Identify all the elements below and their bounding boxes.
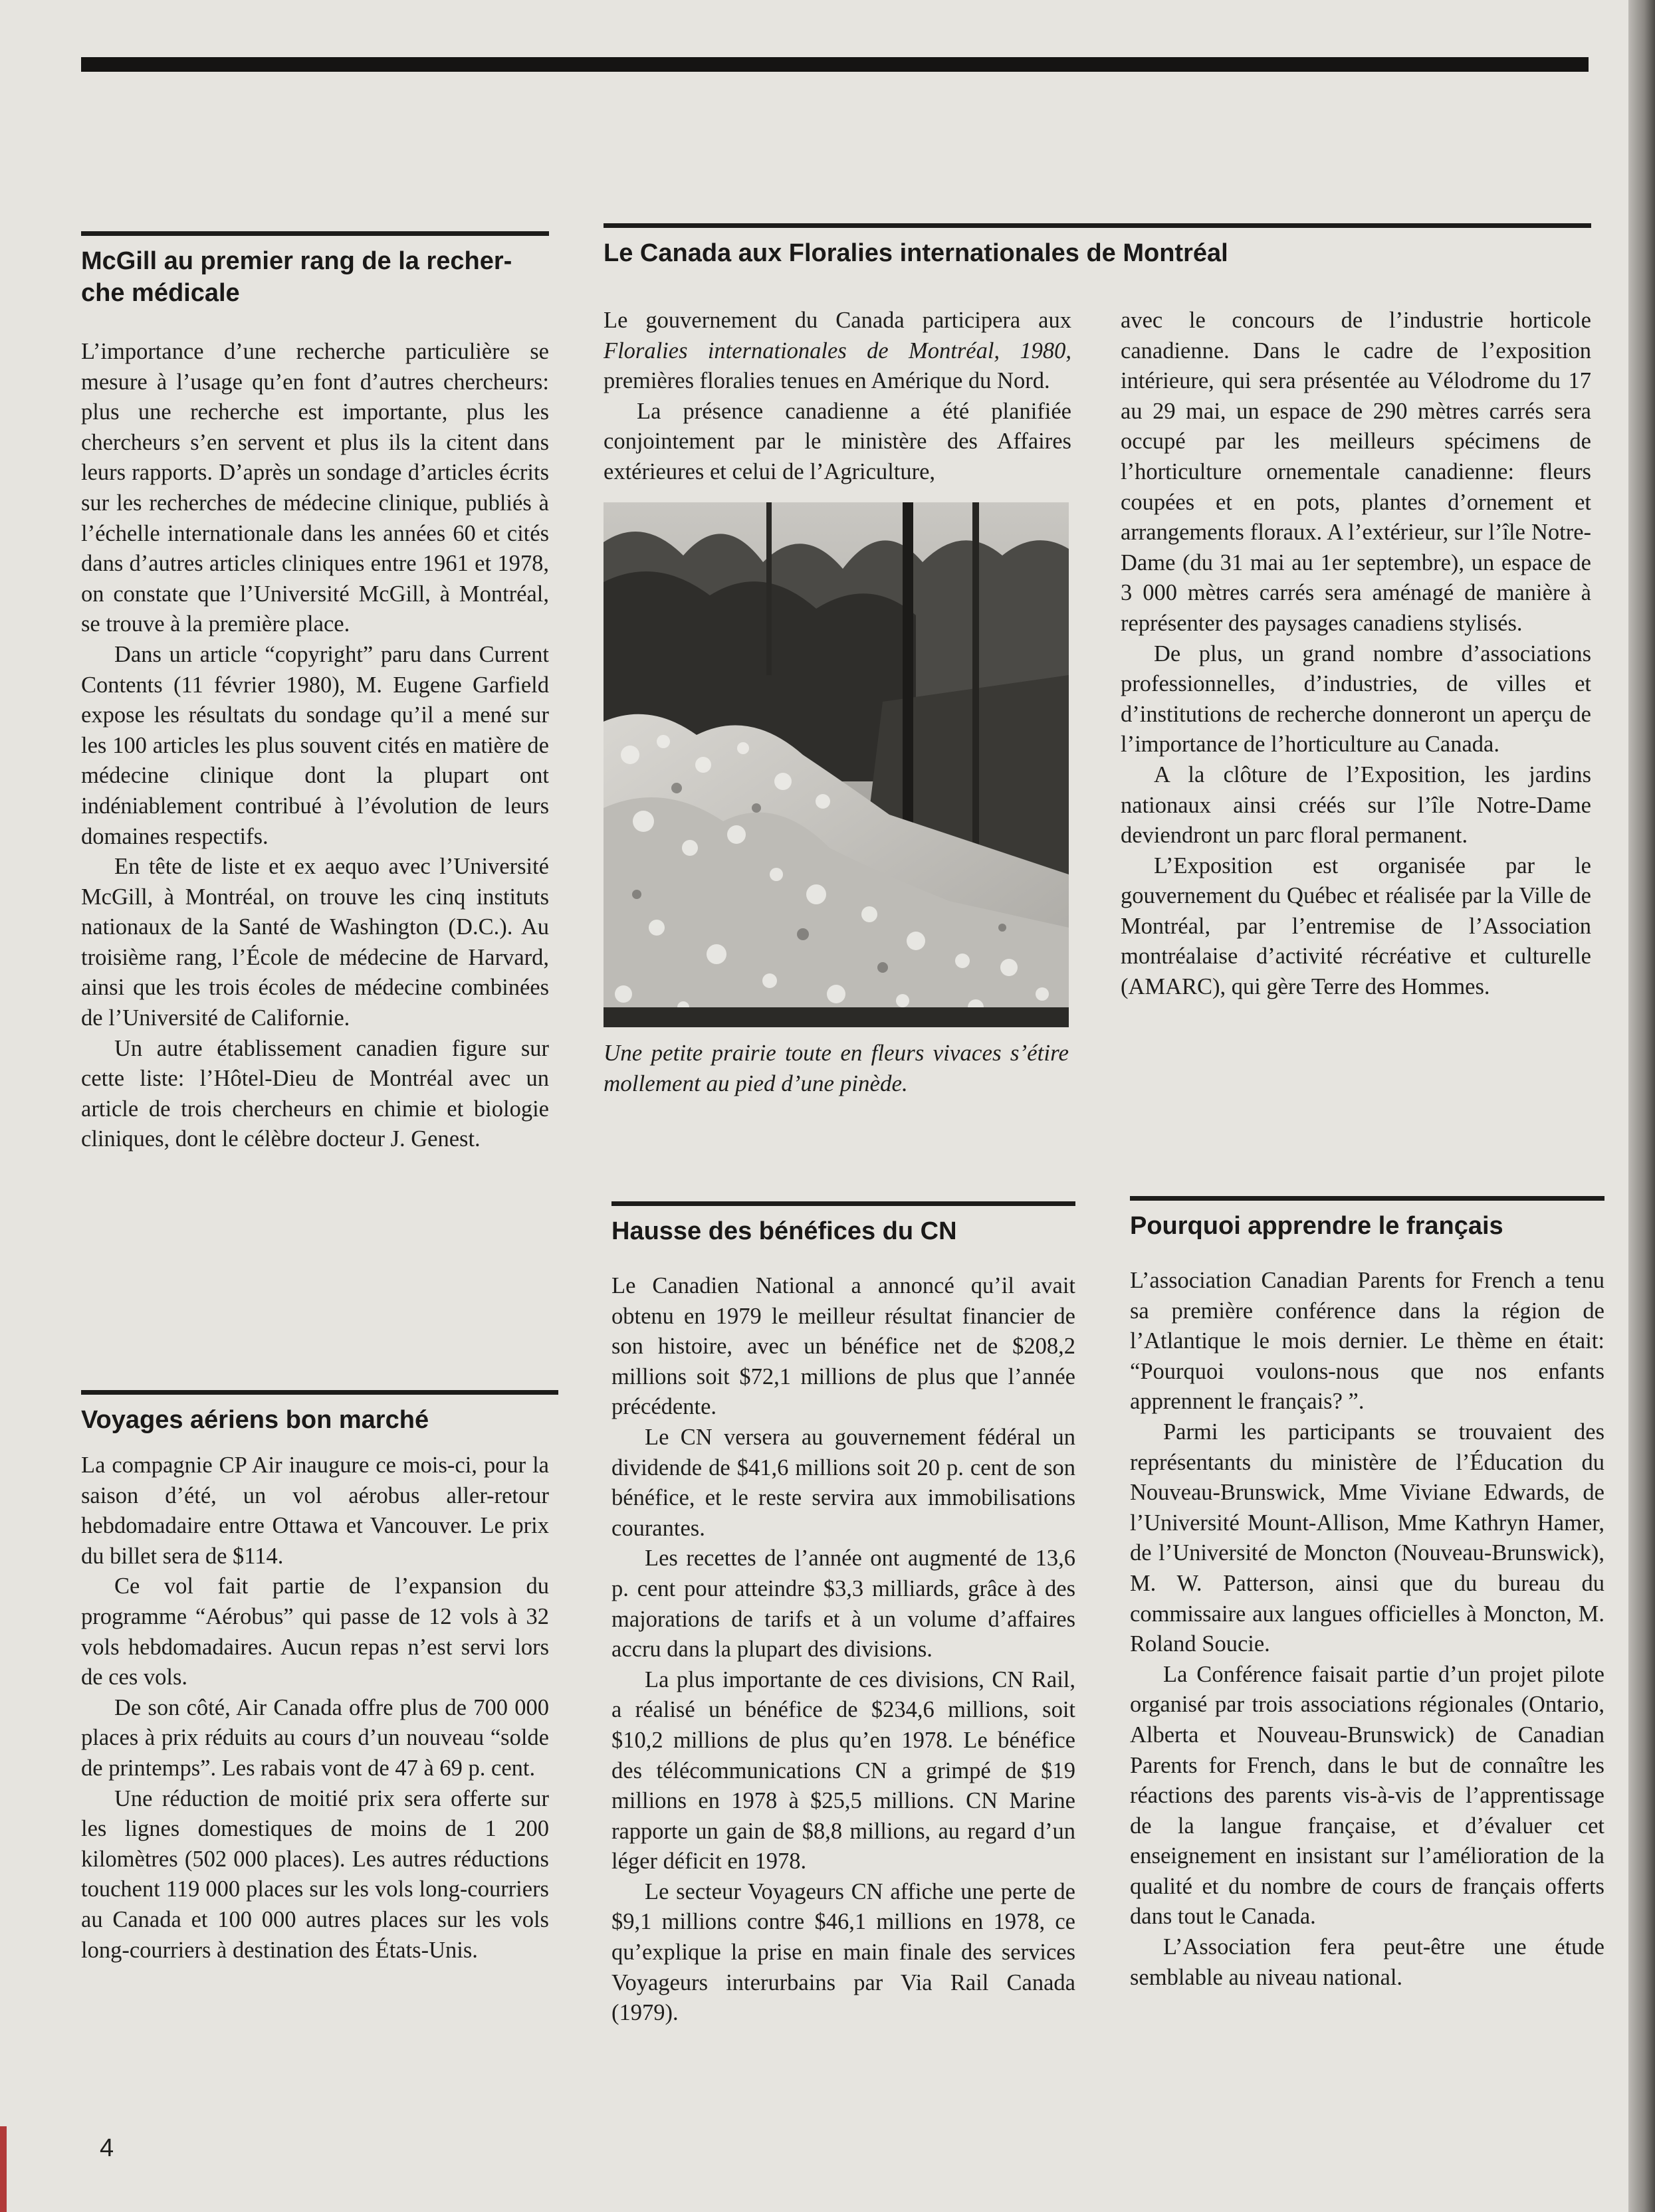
paragraph: Une réduction de moitié prix sera offerte sur les lignes domestiques de moins de 1 200 kilomètres (502 000 places). Les autres réductions touchent 119 000 places sur les vols long-courriers au Canada et 100 000 autres places sur les vols long-courriers à destination des États-Unis. xyxy=(81,1785,549,1963)
article-francais xyxy=(1130,1196,1604,1993)
photo-caption: Une petite prairie toute en fleurs vivaces s’étire mollement au pied d’une pinède. xyxy=(604,1039,1069,1096)
article-body xyxy=(611,1271,1075,2029)
paragraph: La plus importante de ces divisions, CN Rail, a réalisé un bénéfice de $234,6 millions, soit $10,2 millions de plus qu’en 1978. Le bénéfice des télécommunications CN a grimpé de $19 millions en 1978 à $25,5 millions. CN Marine rapporte un gain de $8,8 millions, au regard d’un léger déficit en 1978. xyxy=(611,1666,1075,1874)
paragraph: La présence canadienne a été planifiée conjointement par le ministère des Affaires extérieures et celui de l’Agriculture, xyxy=(604,398,1071,484)
article-floralies-left xyxy=(604,306,1071,1099)
page-gutter-shadow xyxy=(1628,0,1655,2212)
paragraph: Un autre établissement canadien figure sur cette liste: l’Hôtel-Dieu de Montréal avec un article de trois chercheurs en chimie et biologie cliniques, dont le célèbre docteur J. Genest. xyxy=(81,1035,549,1152)
paragraph: Parmi les participants se trouvaient des représentants du ministère de l’Éducation du Nouveau-Brunswick, Mme Viviane Edwards, de l’Université Mount-Allison, Mme Kathryn Hamer, de l’Université de Moncton (Nouveau-Brunswick), M. W. Patterson, ainsi que du bureau du commissaire aux langues officielles à Moncton, M. Roland Soucie. xyxy=(1130,1419,1604,1657)
paragraph: avec le concours de l’industrie horticole canadienne. Dans le cadre de l’exposition intérieure, qui sera présentée au Vélodrome du 17 au 29 mai, un espace de 290 mètres carrés sera occupé par les meilleurs spécimens de l’horticulture ornementale canadienne: fleurs coupées et en pots, plantes d’ornement et arrangements floraux. A l’extérieur, sur l’île Notre-Dame (du 31 mai au 1er septembre), un espace de 3 000 mètres carrés sera aménagé de manière à représenter des paysages canadiens stylisés. xyxy=(1121,308,1591,636)
header-rule xyxy=(81,57,1589,72)
article-floralies-right xyxy=(1121,306,1591,1003)
paragraph: Les recettes de l’année ont augmenté de 13,6 p. cent pour atteindre $3,3 milliards, grâce à des majorations de tarifs et à un volume d’affaires accru dans la plupart des divisions. xyxy=(611,1546,1075,1662)
section-rule xyxy=(81,231,549,236)
paragraph: L’Association fera peut-être une étude semblable au niveau national. xyxy=(1130,1934,1604,1990)
section-rule xyxy=(1130,1196,1604,1201)
article-floralies-header xyxy=(604,223,1591,269)
article-body xyxy=(1121,306,1591,1003)
paragraph: L’importance d’une recherche particulière se mesure à l’usage qu’en font d’autres chercheurs: plus une recherche est importante, plus les chercheurs s’en servent et plus ils la citent dans leurs rapports. D’après un sondage d’articles écrits sur les recherches de médecine clinique, publiés à l’échelle internationale dans les années 60 et cités dans d’autres articles cliniques entre 1961 et 1978, on constate que l’Université McGill, à Montréal, se trouve à la première place. xyxy=(81,339,549,637)
article-title: Voyages aériens bon marché xyxy=(81,1406,429,1434)
paragraph: La Conférence faisait partie d’un projet pilote organisé par trois associations régionales (Ontario, Alberta et Nouveau-Brunswick) de Canadian Parents for French, dans le but de connaître les réactions des parents vis-à-vis de l’apprentissage de la langue française, et d’évaluer cet enseignement en insistant sur l’amélioration de la qualité et du nombre de cours de français offerts dans tout le Canada. xyxy=(1130,1661,1604,1930)
article-title: Le Canada aux Floralies internationales de Montréal xyxy=(604,239,1228,267)
article-mcgill xyxy=(81,231,549,1155)
paragraph: En tête de liste et ex aequo avec l’Université McGill, à Montréal, on trouve les cinq instituts nationaux de la Santé de Washington (D.C.). Au troisième rang, l’École de médecine de Harvard, ainsi que les trois écoles de médecine combinées de l’Université de Californie. xyxy=(81,854,549,1031)
article-body xyxy=(81,337,549,1155)
italic-title: Floralies internationales de Montréal, 1980, xyxy=(604,338,1071,363)
photo-illustration xyxy=(604,502,1069,1027)
paragraph: La compagnie CP Air inaugure ce mois-ci, pour la saison d’été, un vol aérobus aller-retour hebdomadaire entre Ottawa et Vancouver. Le prix du billet sera de $114. xyxy=(81,1453,549,1569)
section-rule xyxy=(611,1201,1075,1206)
paragraph: Ce vol fait partie de l’expansion du programme “Aérobus” qui passe de 12 vols à 32 vols hebdomadaires. Aucun repas n’est servi lors de ces vols. xyxy=(81,1573,549,1690)
paragraph: Le gouvernement du Canada participera aux Floralies internationales de Montréal, 1980, premières floralies tenues en Amérique du Nord. xyxy=(604,308,1071,394)
article-body xyxy=(1130,1266,1604,1993)
paragraph: Le secteur Voyageurs CN affiche une perte de $9,1 millions contre $46,1 millions en 1978, ce qu’explique la prise en main finale des services Voyageurs interurbains par Via Rail Canada (1979). xyxy=(611,1878,1075,2026)
article-body xyxy=(81,1451,549,1965)
article-body xyxy=(604,306,1071,488)
paragraph: L’association Canadian Parents for French a tenu sa première conférence dans la région de l’Atlantique le mois dernier. Le thème en était: “Pourquoi voulons-nous que nos enfants apprennent le français? ”. xyxy=(1130,1268,1604,1415)
page-edge-mark xyxy=(0,2126,7,2212)
paragraph: L’Exposition est organisée par le gouvernement du Québec et réalisée par la Ville de Montréal, par l’entremise de l’Association montréalaise d’activité récréative et culturelle (AMARC), qui gère Terre des Hommes. xyxy=(1121,853,1591,1000)
paragraph: Le Canadien National a annoncé qu’il avait obtenu en 1979 le meilleur résultat financier de son histoire, avec un bénéfice net de $208,2 millions soit $72,1 millions de plus que l’année précédente. xyxy=(611,1273,1075,1420)
flower-meadow-photo xyxy=(604,502,1069,1027)
paragraph: A la clôture de l’Exposition, les jardins nationaux ainsi créés sur l’île Notre-Dame deviendront un parc floral permanent. xyxy=(1121,761,1591,849)
article-title: Pourquoi apprendre le français xyxy=(1130,1212,1503,1240)
article-title: Hausse des bénéfices du CN xyxy=(611,1217,957,1245)
article-title: McGill au premier rang de la recher-che médicale xyxy=(81,247,512,307)
page-number: 4 xyxy=(100,2134,114,2162)
paragraph: Le CN versera au gouvernement fédéral un dividende de $41,6 millions soit 20 p. cent de son bénéfice, et le reste servira aux immobilisations courantes. xyxy=(611,1424,1075,1541)
section-rule xyxy=(81,1390,558,1395)
section-rule xyxy=(604,223,1591,228)
paragraph: De plus, un grand nombre d’associations professionnelles, d’industries, de villes et d’institutions de recherche donneront un aperçu de l’importance de l’horticulture au Canada. xyxy=(1121,641,1591,757)
article-voyages xyxy=(81,1390,558,1965)
paragraph: De son côté, Air Canada offre plus de 700 000 places à prix réduits au cours d’un nouveau “solde de printemps”. Les rabais vont de 47 à 69 p. cent. xyxy=(81,1694,549,1781)
paragraph: Dans un article “copyright” paru dans Current Contents (11 février 1980), M. Eugene Garfield expose les résultats du sondage qu’il a mené sur les 100 articles les plus souvent cités en matière de médecine clinique dont la plupart ont indéniablement contribué à l’évolution de leurs domaines respectifs. xyxy=(81,641,549,849)
article-cn xyxy=(611,1201,1075,2029)
